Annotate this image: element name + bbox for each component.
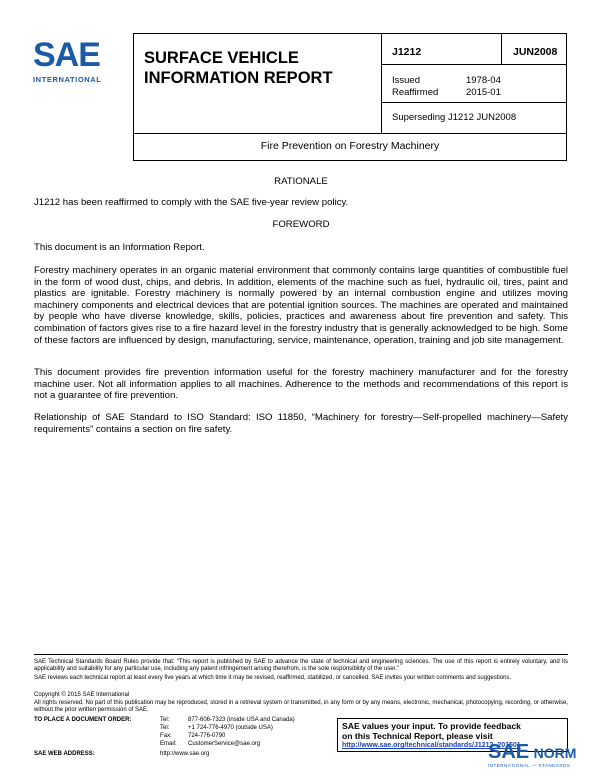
issued-value: 1978-04 <box>466 75 501 86</box>
logo-mark: SAE <box>33 36 100 74</box>
watermark-sae: SAE <box>488 741 530 763</box>
web-label: SAE WEB ADDRESS: <box>34 751 95 757</box>
divider <box>381 34 382 133</box>
divider <box>381 64 567 65</box>
sae-norm-watermark <box>488 742 598 772</box>
watermark-norm: NORM <box>533 745 577 761</box>
divider <box>501 34 502 64</box>
footer-rule <box>34 654 568 655</box>
paragraph-4: Relationship of SAE Standard to ISO Standard: ISO 11850, “Machinery for forestry—Self-propelled machinery—Safety requirements” contains a section on fire safety. <box>34 412 568 435</box>
fax-label: Fax: <box>160 733 172 739</box>
paragraph-1: This document is an Information Report. <box>34 242 205 253</box>
document-header <box>133 33 567 161</box>
title-line-2: INFORMATION REPORT <box>144 69 333 87</box>
reaffirmed-label: Reaffirmed <box>392 87 439 98</box>
rights-notice: All rights reserved. No part of this publication may be reproduced, stored in a retrieval system or transmitted, in any form or by any means, electronic, mechanical, photocopying, recording, or otherwise, without the prior written permission of SAE. <box>34 700 568 714</box>
fax-value: 724-776-0790 <box>188 733 226 739</box>
web-address-link[interactable]: http://www.sae.org <box>160 751 210 757</box>
review-notice: SAE reviews each technical report at least every five years at which time it may be revised, reaffirmed, stabilized, or cancelled. SAE invites your written comments and suggestions. <box>34 675 512 681</box>
document-subtitle: Fire Prevention on Forestry Machinery <box>260 140 440 152</box>
feedback-line-1: SAE values your input. To provide feedback <box>342 721 521 731</box>
tel2-label: Tel: <box>160 725 170 731</box>
paragraph-3: This document provides fire prevention information useful for the forestry machinery manufacturer and for the forestry machine user. Not all information applies to all machines. Adherence to the methods and recommendations of this report is not a guarantee of fire prevention. <box>34 367 568 402</box>
copyright: Copyright © 2015 SAE International <box>34 692 130 698</box>
divider <box>134 133 566 134</box>
tel-value: 877-606-7323 (inside USA and Canada) <box>188 717 295 723</box>
logo-subtitle: INTERNATIONAL <box>33 75 102 84</box>
email-label: Email: <box>160 741 177 747</box>
report-type-title <box>144 48 364 88</box>
foreword-heading: FOREWORD <box>272 219 330 230</box>
email-value[interactable]: CustomerService@sae.org <box>188 741 261 747</box>
tel2-value: +1 724-776-4970 (outside USA) <box>188 725 273 731</box>
watermark-sub: INTERNATIONAL — STANDARDS <box>488 763 571 768</box>
standards-board-rules: SAE Technical Standards Board Rules provide that: “This report is published by SAE to advance the state of technical and engineering sciences. The use of this report is entirely voluntary, and its applicability and suitability for any particular use, including any patent infringement arising therefrom, is the sole responsibility of the user.” <box>34 659 568 673</box>
document-date: JUN2008 <box>513 46 558 58</box>
paragraph-2: Forestry machinery operates in an organic material environment that commonly contains large quantities of combustible fuel in the form of wood dust, chips, and debris. In addition, elements of the machine such as fuel, hydraulic oil, tires, paint and plastics are ignitable. Forestry machinery is normally powered by an internal combustion engine and utilizes moving machinery components and electrical devices that are potential ignition sources. The machines are operated and maintained by people who have diverse knowledge, skills, policies, practices and awareness about fire prevention and safety. This combination of factors gives rise to a fire hazard level in the forestry industry that is generally acknowledged to be high. Some of these factors are influenced by design, manufacturing, service, maintenance, operation, training and job site management. <box>34 265 568 346</box>
tel-label: Tel: <box>160 717 170 723</box>
rationale-text: J1212 has been reaffirmed to comply with the SAE five-year review policy. <box>34 197 349 208</box>
divider <box>381 102 567 103</box>
document-number: J1212 <box>392 46 422 58</box>
feedback-line-2: on this Technical Report, please visit <box>342 731 493 741</box>
superseding-note: Superseding J1212 JUN2008 <box>392 112 517 123</box>
sae-logo <box>33 38 113 88</box>
feedback-link[interactable]: http://www.sae.org/technical/standards/J1212_201501 <box>342 742 521 749</box>
title-line-1: SURFACE VEHICLE <box>144 49 299 67</box>
rationale-heading: RATIONALE <box>274 176 328 187</box>
reaffirmed-value: 2015-01 <box>466 87 501 98</box>
issued-label: Issued <box>392 75 420 86</box>
order-label: TO PLACE A DOCUMENT ORDER: <box>34 717 132 723</box>
